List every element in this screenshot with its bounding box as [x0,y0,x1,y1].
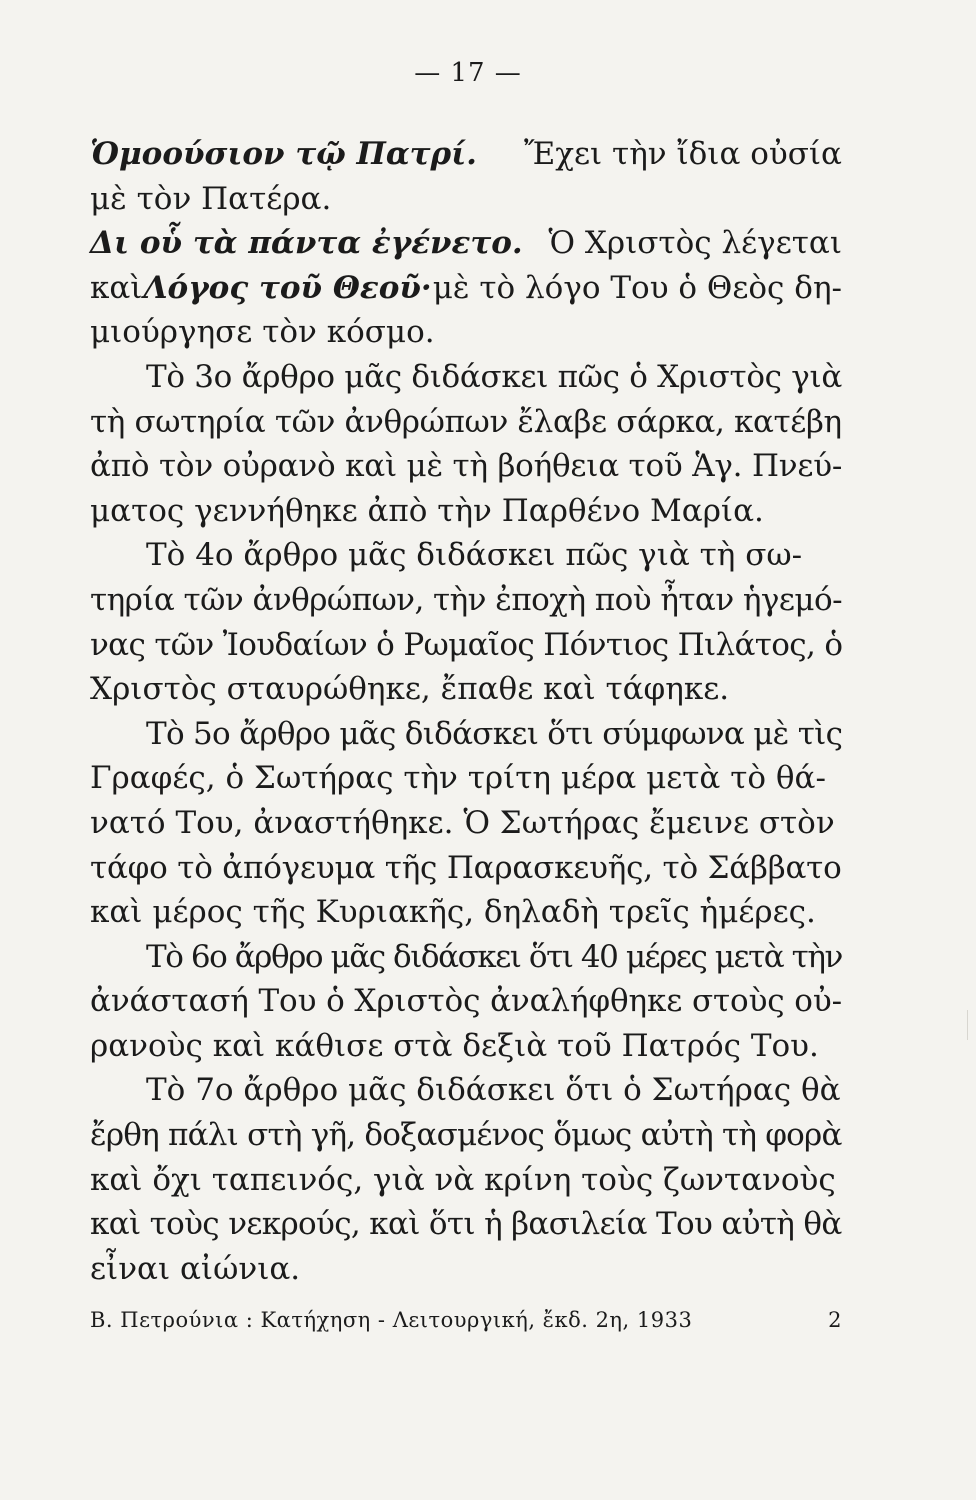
text-run: ρανοὺς καὶ κάθισε στὰ δεξιὰ τοῦ Πατρός Του. [90,1027,819,1064]
emphasized-phrase: Δι οὗ τὰ πάντα ἐγένετο. [90,225,523,262]
text-line [90,1202,842,1247]
footer-citation: Β. Πετρούνια : Κατήχηση - Λειτουργική, ἔκδ. 2η, 1933 [90,1308,693,1332]
text-run: Ὁ Χριστὸς λέγεται [548,225,842,262]
text-line [90,444,842,489]
text-line [90,177,842,222]
text-line [90,132,842,177]
page-number: — 17 — [414,58,522,88]
text-run: νατό Του, ἀναστήθηκε. Ὁ Σωτήρας ἔμεινε στὸν [90,804,835,841]
text-run: μιούργησε τὸν κόσμο. [90,314,435,351]
text-line [90,801,842,846]
text-run: ματος γεννήθηκε ἀπὸ τὴν Παρθένο Μαρία. [90,492,764,529]
text-line [90,1024,842,1069]
text-run: τάφο τὸ ἀπόγευμα τῆς Παρασκευῆς, τὸ Σάββατο [90,849,842,886]
text-run: καὶ [90,269,143,306]
text-line [90,310,842,355]
page-edge-mark [967,1010,976,1040]
text-line [90,846,842,891]
text-line [90,1068,842,1113]
text-run: Ἔχει τὴν ἴδια οὐσία [523,136,842,172]
text-run: Τὸ 5ο ἄρθρο μᾶς διδάσκει ὅτι σύμφωνα μὲ τὶς [146,715,843,752]
text-line [90,578,842,623]
text-line [90,1247,842,1292]
text-run: Χριστὸς σταυρώθηκε, ἔπαθε καὶ τάφηκε. [90,671,730,708]
text-run: νας τῶν Ἰουδαίων ὁ Ρωμαῖος Πόντιος Πιλάτος, ὁ [90,626,843,663]
text-run: τηρία τῶν ἀνθρώπων, τὴν ἐποχὴ ποὺ ἦταν ἡγεμό- [90,581,843,618]
text-run: καὶ μέρος τῆς Κυριακῆς, δηλαδὴ τρεῖς ἡμέρες. [90,894,816,931]
text-run: Τὸ 7ο ἄρθρο μᾶς διδάσκει ὅτι ὁ Σωτήρας θὰ [146,1072,841,1109]
text-line [90,400,842,445]
emphasized-phrase: Λόγος τοῦ Θεοῦ· [143,269,432,306]
text-run: μὲ τὸν Πατέρα. [90,180,332,217]
text-line [90,979,842,1024]
text-run: ἀπὸ τὸν οὐρανὸ καὶ μὲ τὴ βοήθεια τοῦ Ἁγ. Πνεύ- [90,448,843,485]
text-run: Τὸ 4ο ἄρθρο μᾶς διδάσκει πῶς γιὰ τὴ σω- [146,537,803,574]
footer [90,1308,842,1332]
text-run: ἀνάστασή Του ὁ Χριστὸς ἀναλήφθηκε στοὺς οὐ- [90,983,842,1020]
text-run: καὶ τοὺς νεκρούς, καὶ ὅτι ἡ βασιλεία Του αὐτὴ θὰ [90,1206,842,1243]
body-text [90,132,842,1291]
text-line [90,266,842,311]
text-run: εἶναι αἰώνια. [90,1250,301,1287]
text-run: Γραφές, ὁ Σωτήρας τὴν τρίτη μέρα μετὰ τὸ θά- [90,760,826,797]
text-line [90,355,842,400]
text-line [90,1158,842,1203]
text-line [90,756,842,801]
text-line [90,935,842,980]
text-line [90,623,842,668]
emphasized-phrase: Ὁμοούσιον τῷ Πατρί. [90,136,477,172]
text-line [90,712,842,757]
text-run: Τὸ 6ο ἄρθρο μᾶς διδάσκει ὅτι 40 μέρες μετὰ τὴν [146,938,842,975]
text-run: τὴ σωτηρία τῶν ἀνθρώπων ἔλαβε σάρκα, κατέβη [90,403,842,440]
text-line [90,533,842,578]
signature-mark: 2 [828,1308,842,1332]
text-line [90,890,842,935]
text-line [90,221,842,266]
text-line [90,489,842,534]
text-run: ἔρθη πάλι στὴ γῆ, δοξασμένος ὅμως αὐτὴ τὴ φορὰ [90,1117,842,1154]
text-run: καὶ ὄχι ταπεινός, γιὰ νὰ κρίνη τοὺς ζωντανοὺς [90,1161,836,1198]
text-line [90,1113,842,1158]
text-line [90,667,842,712]
text-run: μὲ τὸ λόγο Του ὁ Θεὸς δη- [432,269,842,306]
text-run: Τὸ 3ο ἄρθρο μᾶς διδάσκει πῶς ὁ Χριστὸς γιὰ [146,358,842,395]
